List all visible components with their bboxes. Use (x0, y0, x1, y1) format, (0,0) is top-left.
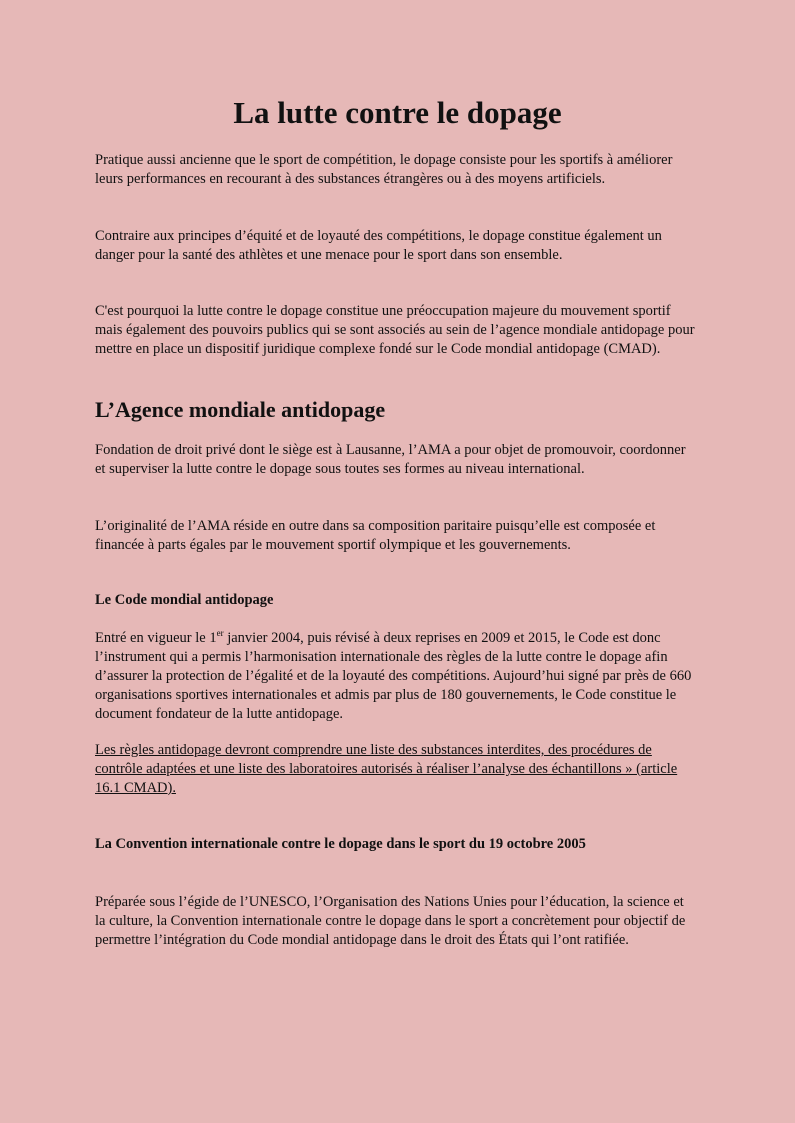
code-paragraph-1-rest: janvier 2004, puis révisé à deux reprises en 2009 et 2015, le Code est donc l’instrument qui a permis l’harmonisation internationale des règles de la lutte contre le dopage afin d’assurer la protection de l’égalité et de la loyauté des compétitions. Aujourd’hui signé par près de 660 organisations sportives internationales et admis par plus de 180 gouvernements, le Code constitue le document fondateur de la lutte antidopage. (95, 630, 692, 722)
section-heading-convention: La Convention internationale contre le dopage dans le sport du 19 octobre 2005 (95, 836, 586, 852)
intro-paragraph-1: Pratique aussi ancienne que le sport de compétition, le dopage consiste pour les sportifs à améliorer leurs performances en recourant à des substances étrangères ou à des moyens artificiels. (95, 152, 673, 187)
ama-paragraph-2: L’originalité de l’AMA réside en outre dans sa composition paritaire puisqu’elle est composée et financée à parts égales par le mouvement sportif olympique et les gouvernements. (95, 518, 656, 553)
code-paragraph-1 (95, 629, 695, 724)
intro-paragraph-3: C'est pourquoi la lutte contre le dopage constitue une préoccupation majeure du mouvement sportif mais également des pouvoirs publics qui se sont associés au sein de l’agence mondiale antidopage pour mettre en place un dispositif juridique complexe fondé sur le Code mondial antidopage (CMAD). (95, 303, 695, 357)
page-title: La lutte contre le dopage (233, 95, 562, 130)
section-heading-ama: L’Agence mondiale antidopage (95, 397, 386, 422)
ordinal-superscript: er (216, 628, 224, 639)
section-heading-code: Le Code mondial antidopage (95, 592, 274, 608)
convention-paragraph-1: Préparée sous l’égide de l’UNESCO, l’Organisation des Nations Unies pour l’éducation, la science et la culture, la Convention internationale contre le dopage dans le sport a concrètement pour objectif de permettre l’intégration du Code mondial antidopage dans le droit des États qui l’ont ratifiée. (95, 894, 686, 948)
ama-paragraph-1: Fondation de droit privé dont le siège est à Lausanne, l’AMA a pour objet de promouvoir, coordonner et superviser la lutte contre le dopage sous toutes ses formes au niveau international. (95, 442, 686, 477)
code-quote: Les règles antidopage devront comprendre une liste des substances interdites, des procédures de contrôle adaptées et une liste des laboratoires autorisés à réaliser l’analyse des échantillons » (article 16.1 CMAD). (95, 742, 678, 796)
intro-paragraph-2: Contraire aux principes d’équité et de loyauté des compétitions, le dopage constitue également un danger pour la santé des athlètes et une menace pour le sport dans son ensemble. (95, 228, 662, 263)
code-paragraph-1-start: Entré en vigueur le 1 (95, 630, 217, 646)
